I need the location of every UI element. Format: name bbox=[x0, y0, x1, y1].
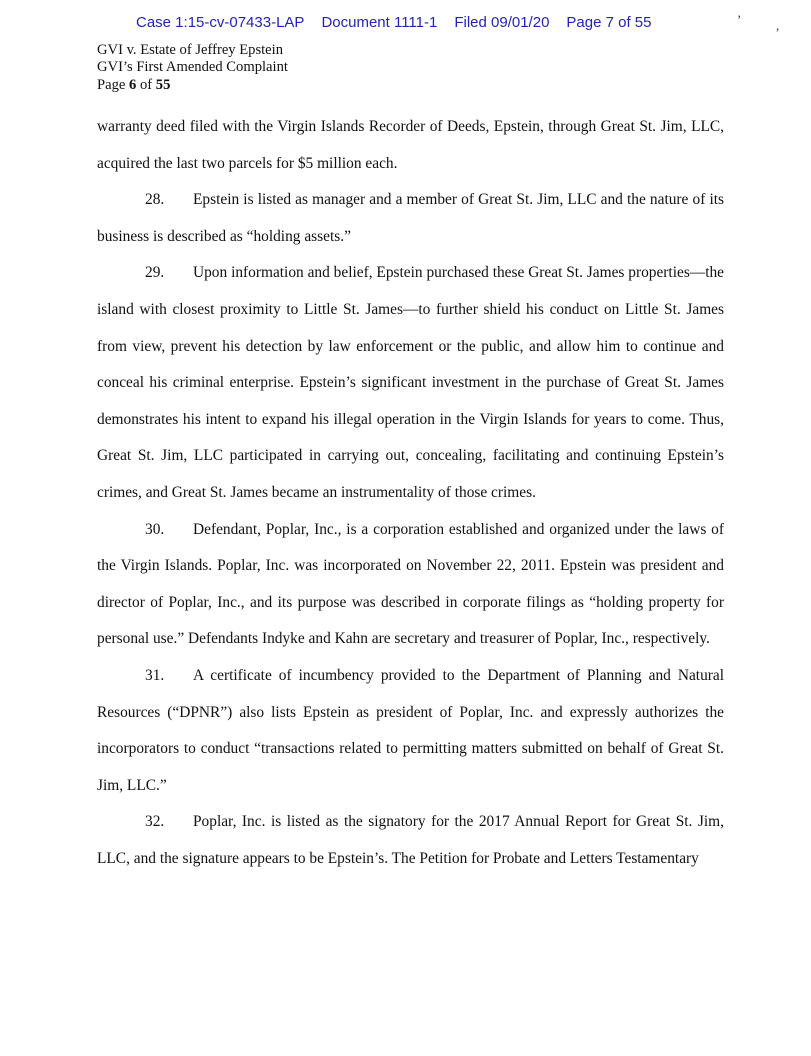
paragraph-continuation bbox=[97, 109, 724, 182]
paragraph-30 bbox=[97, 512, 724, 658]
court-filing-stamp bbox=[136, 14, 652, 31]
stamp-page-number: Page 7 of 55 bbox=[566, 14, 652, 31]
paragraph-text: warranty deed filed with the Virgin Islands Recorder of Deeds, Epstein, through Great St. Jim, LLC, acquired the last two parcels for $5 million each. bbox=[97, 118, 724, 172]
paragraph-text: Epstein is listed as manager and a member of Great St. Jim, LLC and the nature of its business is described as “holding assets.” bbox=[97, 191, 724, 245]
paragraph-number: 31. bbox=[145, 666, 165, 684]
stamp-document-number: Document 1111-1 bbox=[321, 14, 438, 31]
stamp-filed-date: Filed 09/01/20 bbox=[454, 14, 550, 31]
paragraph-text: Poplar, Inc. is listed as the signatory for the 2017 Annual Report for Great St. Jim, LLC, and the signature appears to be Epstein’s. The Petition for Probate and Letters Testamentary bbox=[97, 813, 724, 867]
case-caption: GVI v. Estate of Jeffrey Epstein bbox=[97, 42, 284, 58]
paragraph-number: 32. bbox=[145, 813, 165, 831]
document-header bbox=[97, 42, 288, 94]
paragraph-28 bbox=[97, 182, 724, 255]
internal-page-number bbox=[97, 77, 288, 94]
page-label-prefix: Page bbox=[97, 76, 130, 93]
paragraph-text: Defendant, Poplar, Inc., is a corporation established and organized under the laws of the Virgin Islands. Poplar, Inc. was incorporated on November 22, 2011. Epstein was president and director of Poplar, Inc., and its purpose was described in corporate filings as “holding property for personal use.” Defendants Indyke and Kahn are secretary and treasurer of Poplar, Inc., respectively. bbox=[97, 520, 724, 648]
document-title: GVI’s First Amended Complaint bbox=[97, 59, 288, 76]
page-label-of: of bbox=[136, 76, 156, 93]
stamp-case-number: Case 1:15-cv-07433-LAP bbox=[136, 14, 305, 31]
paragraph-32 bbox=[97, 804, 724, 877]
scan-artifact-mark: , bbox=[776, 18, 780, 33]
page-number-value: 6 bbox=[129, 76, 137, 93]
paragraph-text: A certificate of incumbency provided to the Department of Planning and Natural Resources (“DPNR”) also lists Epstein as president of Poplar, Inc. and expressly authorizes the incorporators to conduct “transactions related to permitting matters submitted on behalf of Great St. Jim, LLC.” bbox=[97, 666, 724, 794]
page-total-value: 55 bbox=[155, 76, 171, 93]
paragraph-number: 28. bbox=[145, 191, 165, 209]
document-body bbox=[97, 109, 724, 877]
paragraph-number: 30. bbox=[145, 520, 165, 538]
scan-artifact-mark: ’ bbox=[737, 12, 742, 27]
paragraph-number: 29. bbox=[145, 264, 165, 282]
paragraph-31 bbox=[97, 658, 724, 804]
paragraph-29 bbox=[97, 255, 724, 511]
paragraph-text: Upon information and belief, Epstein purchased these Great St. James properties—the island with closest proximity to Little St. James—to further shield his conduct on Little St. James from view, prevent his detection by law enforcement or the public, and allow him to continue and conceal his criminal enterprise. Epstein’s significant investment in the purchase of Great St. James demonstrates his intent to expand his illegal operation in the Virgin Islands for years to come. Thus, Great St. Jim, LLC participated in carrying out, concealing, facilitating and continuing Epstein’s crimes, and Great St. James became an instrumentality of those crimes. bbox=[97, 264, 724, 501]
